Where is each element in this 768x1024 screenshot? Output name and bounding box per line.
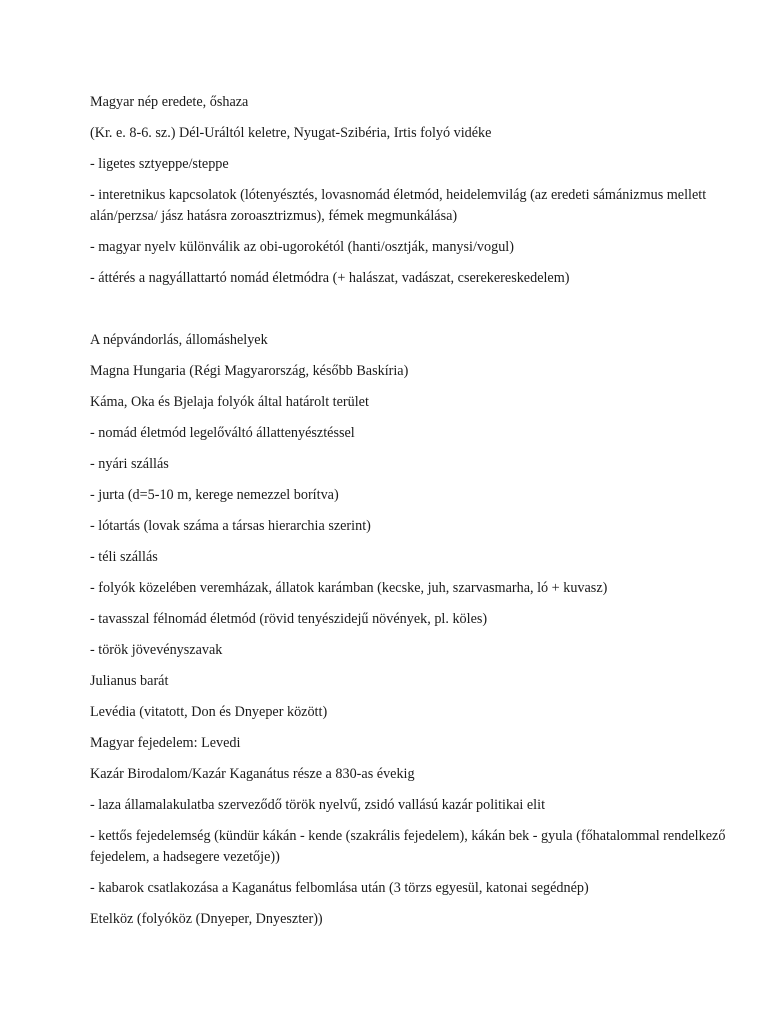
paragraph: Levédia (vitatott, Don és Dnyeper között) [90,704,328,720]
paragraph: - török jövevényszavak [90,642,223,658]
paragraph: Julianus barát [90,673,169,689]
paragraph: Etelköz (folyóköz (Dnyeper, Dnyeszter)) [90,911,323,927]
section-heading: A népvándorlás, állomáshelyek [90,332,268,348]
paragraph: Magna Hungaria (Régi Magyarország, később Baskíria) [90,363,409,379]
paragraph: Káma, Oka és Bjelaja folyók által határolt terület [90,394,369,410]
paragraph: (Kr. e. 8-6. sz.) Dél-Uráltól keletre, Nyugat-Szibéria, Irtis folyó vidéke [90,125,492,141]
paragraph: - nyári szállás [90,456,169,472]
paragraph: Kazár Birodalom/Kazár Kaganátus része a 830-as évekig [90,766,415,782]
paragraph: Magyar fejedelem: Levedi [90,735,241,751]
document-body [90,92,730,940]
paragraph: - folyók közelében veremházak, állatok karámban (kecske, juh, szarvasmarha, ló + kuvasz) [90,580,608,596]
paragraph: - kabarok csatlakozása a Kaganátus felbomlása után (3 törzs egyesül, katonai segédnép) [90,880,589,896]
paragraph: - téli szállás [90,549,158,565]
paragraph: - magyar nyelv különválik az obi-ugorokétól (hanti/osztják, manysi/vogul) [90,239,514,255]
paragraph: - laza államalakulatba szerveződő török nyelvű, zsidó vallású kazár politikai elit [90,797,546,813]
paragraph: - áttérés a nagyállattartó nomád életmódra (+ halászat, vadászat, cserekereskedelem) [90,270,570,286]
section-spacer [90,299,730,330]
section-heading: Magyar nép eredete, őshaza [90,94,249,110]
paragraph: - jurta (d=5-10 m, kerege nemezzel borítva) [90,487,339,503]
paragraph: - ligetes sztyeppe/steppe [90,156,229,172]
paragraph: - lótartás (lovak száma a társas hierarchia szerint) [90,518,371,534]
paragraph: - nomád életmód legelőváltó állattenyésztéssel [90,425,355,441]
paragraph: - tavasszal félnomád életmód (rövid tenyészidejű növények, pl. köles) [90,611,488,627]
paragraph: - kettős fejedelemség (kündür kákán - kende (szakrális fejedelem), kákán bek - gyula (főhatalommal rendelkező fejedelem, a hadsegere vezetője)) [90,828,726,865]
paragraph: - interetnikus kapcsolatok (lótenyésztés, lovasnomád életmód, heidelemvilág (az eredeti sámánizmus mellett alán/perzsa/ jász hatásra zoroasztrizmus), fémek megmunkálása) [90,187,707,224]
